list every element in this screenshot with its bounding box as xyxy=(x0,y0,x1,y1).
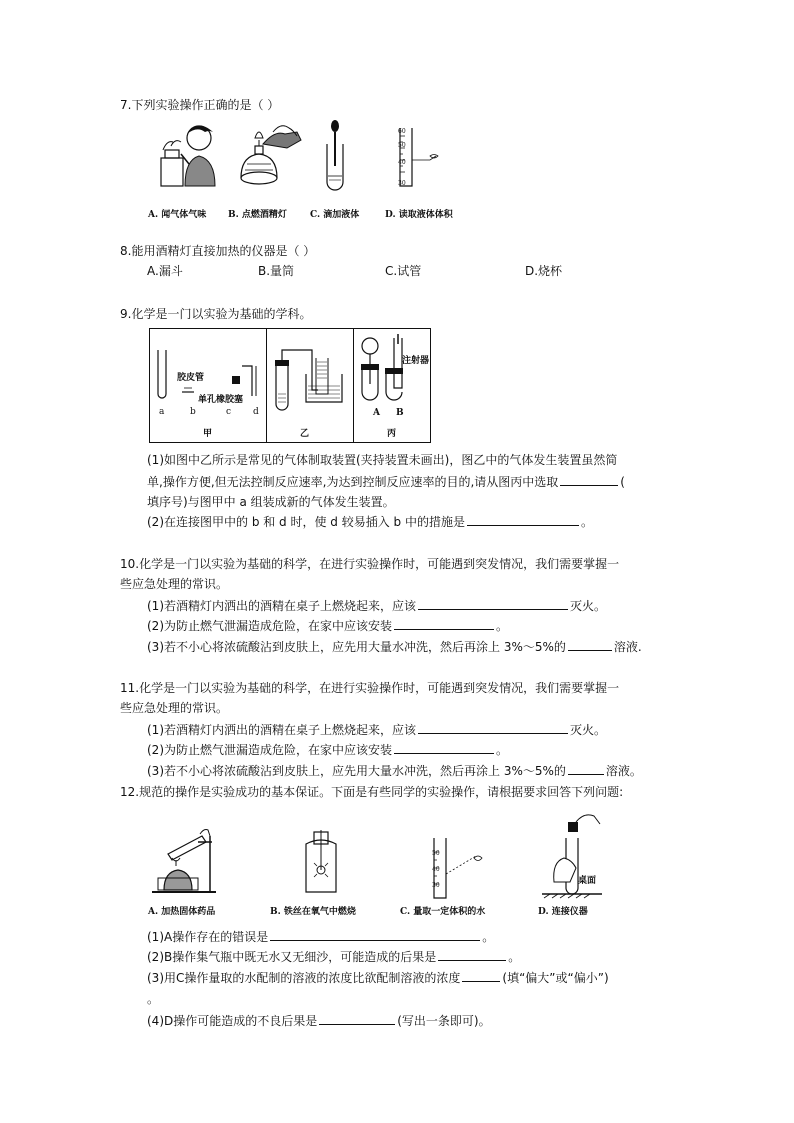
q11-part1-end: 灭火。 xyxy=(570,723,607,737)
q7-tick-50: 50 xyxy=(398,142,406,149)
q9-part1-line2-text: 单,操作方便,但无法控制反应速率,为达到控制反应速率的目的,请从图丙中选取 xyxy=(147,475,559,489)
q12-caption-a: A. 加热固体药品 xyxy=(148,907,216,917)
q12-caption-c: C. 量取一定体积的水 xyxy=(400,907,486,917)
q11-part3-text: (3)若不小心将浓硫酸沾到皮肤上，应先用大量水冲洗，然后再涂上 3%～5%的 xyxy=(147,764,566,778)
q9-part1-line1: (1)如图中乙所示是常见的气体制取装置(夹持装置未画出)，图乙中的气体发生装置虽然简 xyxy=(147,453,618,467)
q11-answer-blank-1[interactable] xyxy=(418,732,568,734)
q12-caption-b: B. 铁丝在氧气中燃烧 xyxy=(270,907,356,917)
q11-part3-end: 溶液。 xyxy=(605,764,642,778)
q11-part1 xyxy=(147,724,606,736)
q11-part2 xyxy=(147,744,508,756)
label-A: A xyxy=(373,408,380,418)
label-a: a xyxy=(159,407,165,417)
label-d: d xyxy=(253,407,259,417)
q12-part4-text: (4)D操作可能造成的不良后果是 xyxy=(147,1014,318,1028)
q10-answer-blank-3[interactable] xyxy=(568,649,612,651)
smell-gas-figure xyxy=(155,120,217,190)
q12-answer-blank-2[interactable] xyxy=(438,959,506,961)
q12-part1-text: (1)A操作存在的错误是 xyxy=(147,930,269,944)
q9-part1-line3: 填序号)与图甲中 a 组装成新的气体发生装置。 xyxy=(147,495,395,509)
q12-part3-end: (填“偏大”或“偏小”) xyxy=(502,971,609,985)
q12-part3-text: (3)用C操作量取的水配制的溶液的浓度比欲配制溶液的浓度 xyxy=(147,971,461,985)
q11-answer-blank-2[interactable] xyxy=(394,752,494,754)
q11-part2-text: (2)为防止燃气泄漏造成危险，在家中应该安装 xyxy=(147,743,392,757)
label-jia: 甲 xyxy=(203,429,213,439)
q12-part3-tail: 。 xyxy=(147,992,160,1006)
q7-tick-40: 40 xyxy=(398,159,406,166)
q10-part3-end: 溶液. xyxy=(613,640,642,654)
q12-part1-end: 。 xyxy=(482,930,495,944)
q12-part2 xyxy=(147,951,520,963)
q10-part2-end: 。 xyxy=(496,619,509,633)
heating-solid-figure xyxy=(150,820,220,900)
q7-caption-a: A. 闻气体气味 xyxy=(148,210,207,220)
connect-apparatus-figure xyxy=(540,812,610,900)
q9-part1-line2 xyxy=(147,476,625,488)
q11-part3 xyxy=(147,765,642,777)
q10-part1-end: 灭火。 xyxy=(570,599,607,613)
q11-part1-text: (1)若酒精灯内洒出的酒精在桌子上燃烧起来，应该 xyxy=(147,723,416,737)
q12-answer-blank-4[interactable] xyxy=(319,1023,395,1025)
q9-part2-text: (2)在连接图甲中的 b 和 d 时，使 d 较易插入 b 中的措施是 xyxy=(147,515,465,529)
q7-tick-60: 60 xyxy=(398,128,406,135)
q11-answer-blank-3[interactable] xyxy=(568,773,604,775)
q12-part4-end: (写出一条即可)。 xyxy=(397,1014,491,1028)
label-yi: 乙 xyxy=(300,429,310,439)
q10-stem-line1: 10.化学是一门以实验为基础的科学，在进行实验操作时，可能遇到突发情况，我们需要掌握一 xyxy=(120,557,620,571)
q9-stem: 9.化学是一门以实验为基础的学科。 xyxy=(120,307,312,321)
q7-stem: 7.下列实验操作正确的是（ ） xyxy=(120,98,280,112)
q8-stem: 8.能用酒精灯直接加热的仪器是（ ） xyxy=(120,244,316,258)
q12-part4 xyxy=(147,1015,491,1027)
q10-part3-text: (3)若不小心将浓硫酸沾到皮肤上，应先用大量水冲洗，然后再涂上 3%～5%的 xyxy=(147,640,566,654)
q7-caption-c: C. 滴加液体 xyxy=(310,210,360,220)
label-B: B xyxy=(396,408,404,418)
yi-apparatus xyxy=(270,334,350,416)
q9-answer-blank-2[interactable] xyxy=(467,524,579,526)
q12-caption-d: D. 连接仪器 xyxy=(538,907,588,917)
q12-part2-end: 。 xyxy=(508,950,521,964)
iron-wire-figure xyxy=(296,826,346,896)
q12-tick-30: 30 xyxy=(432,882,440,889)
label-b: b xyxy=(190,407,196,417)
q11-stem-line1: 11.化学是一门以实验为基础的科学，在进行实验操作时，可能遇到突发情况，我们需要掌握一 xyxy=(120,681,620,695)
q8-option-c: C.试管 xyxy=(385,264,422,278)
q9-divider-1 xyxy=(266,328,267,442)
q12-part3 xyxy=(147,972,609,984)
q12-tick-40: 40 xyxy=(432,866,440,873)
q9-part1-line2-end: ( xyxy=(620,475,625,489)
q9-part2 xyxy=(147,516,593,528)
q7-caption-b: B. 点燃酒精灯 xyxy=(228,210,287,220)
q8-option-a: A.漏斗 xyxy=(147,264,183,278)
q10-answer-blank-1[interactable] xyxy=(418,608,568,610)
q11-stem-line2: 些应急处理的常识。 xyxy=(120,701,229,715)
q9-divider-2 xyxy=(353,328,354,442)
q10-part3 xyxy=(147,641,642,653)
alcohol-lamp-figure xyxy=(233,124,305,190)
q11-part2-end: 。 xyxy=(496,743,509,757)
q10-part1-text: (1)若酒精灯内洒出的酒精在桌子上燃烧起来，应该 xyxy=(147,599,416,613)
label-stopper: 单孔橡胶塞 xyxy=(198,395,244,405)
q10-part2-text: (2)为防止燃气泄漏造成危险，在家中应该安装 xyxy=(147,619,392,633)
label-bing: 丙 xyxy=(387,429,397,439)
q10-answer-blank-2[interactable] xyxy=(394,628,494,630)
label-rubber-tube: 胶皮管 xyxy=(177,373,205,383)
q8-option-d: D.烧杯 xyxy=(525,264,563,278)
q7-caption-d: D. 读取液体体积 xyxy=(385,210,453,220)
q12-part2-text: (2)B操作集气瓶中既无水又无细沙，可能造成的后果是 xyxy=(147,950,437,964)
label-syringe: 注射器 xyxy=(402,356,430,366)
q12-tick-50: 50 xyxy=(432,850,440,857)
q10-part2 xyxy=(147,620,508,632)
q12-part1 xyxy=(147,931,494,943)
bing-apparatus xyxy=(356,332,428,412)
label-desk: 桌面 xyxy=(578,876,597,886)
dropper-figure xyxy=(320,120,350,192)
q12-answer-blank-3[interactable] xyxy=(462,980,500,982)
q12-answer-blank-1[interactable] xyxy=(270,939,480,941)
q12-stem: 12.规范的操作是实验成功的基本保证。下面是有些同学的实验操作，请根据要求回答下列问题: xyxy=(120,785,624,799)
q10-stem-line2: 些应急处理的常识。 xyxy=(120,577,229,591)
q7-tick-30: 30 xyxy=(398,180,406,187)
label-c: c xyxy=(226,407,232,417)
q8-option-b: B.量筒 xyxy=(258,264,295,278)
q10-part1 xyxy=(147,600,606,612)
q9-answer-blank-1[interactable] xyxy=(560,484,618,486)
q9-part2-end: 。 xyxy=(580,515,593,529)
